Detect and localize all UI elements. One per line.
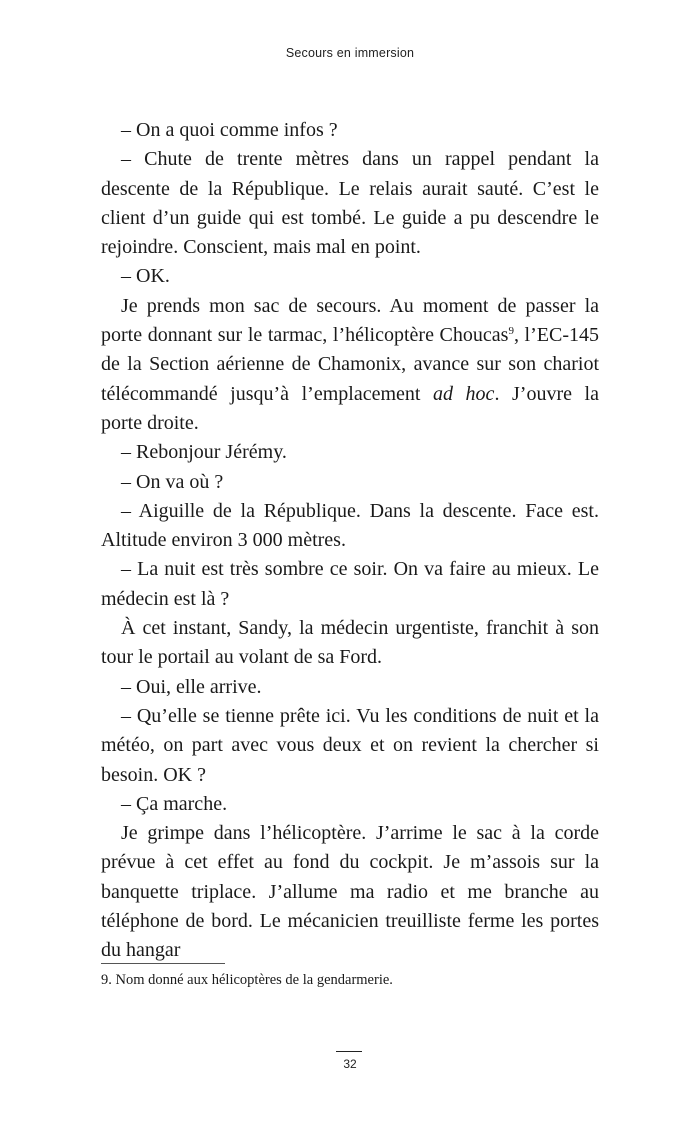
italic-text: ad hoc	[433, 382, 495, 405]
paragraph-text: Je prends mon sac de secours. Au moment de passer la porte donnant sur le tarmac, l’hélicoptère Choucas	[101, 294, 599, 347]
paragraph: – On a quoi comme infos ?	[121, 119, 338, 141]
paragraph: – La nuit est très sombre ce soir. On va faire au mieux. Le médecin est là ?	[101, 558, 599, 610]
paragraph	[101, 292, 599, 438]
paragraph: – OK.	[121, 265, 170, 288]
paragraph: – Chute de trente mètres dans un rappel pendant la descente de la République. Le relais aurait sauté. C’est le client d’un guide qui est tombé. Le guide a pu descendre le rejoindre. Conscient, mais mal en point.	[101, 148, 599, 259]
paragraph: – Qu’elle se tienne prête ici. Vu les conditions de nuit et la météo, on part avec vous deux et on revient la chercher si besoin. OK ?	[101, 704, 599, 786]
paragraph-text: . J’ouvre la porte droite.	[101, 382, 599, 434]
paragraph: – Aiguille de la République. Dans la descente. Face est. Altitude environ 3 000 mètres.	[101, 499, 599, 552]
footnote-divider	[101, 963, 225, 964]
footnote: 9. Nom donné aux hélicoptères de la gendarmerie.	[101, 972, 393, 988]
paragraph: À cet instant, Sandy, la médecin urgentiste, franchit à son tour le portail au volant de sa Ford.	[101, 617, 599, 669]
paragraph: – Rebonjour Jérémy.	[121, 441, 287, 464]
paragraph-text: , l’EC-145 de la Section aérienne de Chamonix, avance sur son chariot télécommandé jusqu’à l’emplacement	[101, 324, 599, 405]
paragraph: – Ça marche.	[121, 792, 228, 815]
footnote-reference: 9	[508, 325, 514, 338]
page-number-rule	[336, 1051, 362, 1052]
page-number: 32	[343, 1057, 357, 1071]
running-head: Secours en immersion	[285, 46, 415, 60]
paragraph: Je grimpe dans l’hélicoptère. J’arrime le sac à la corde prévue à cet effet au fond du cockpit. Je m’assois sur la banquette triplace. J’allume ma radio et me branche au téléphone de bord. Le mécanicien treuilliste ferme les portes du hangar	[101, 822, 599, 962]
paragraph: – On va où ?	[121, 470, 224, 493]
paragraph: – Oui, elle arrive.	[121, 675, 262, 698]
body-text	[101, 116, 599, 966]
